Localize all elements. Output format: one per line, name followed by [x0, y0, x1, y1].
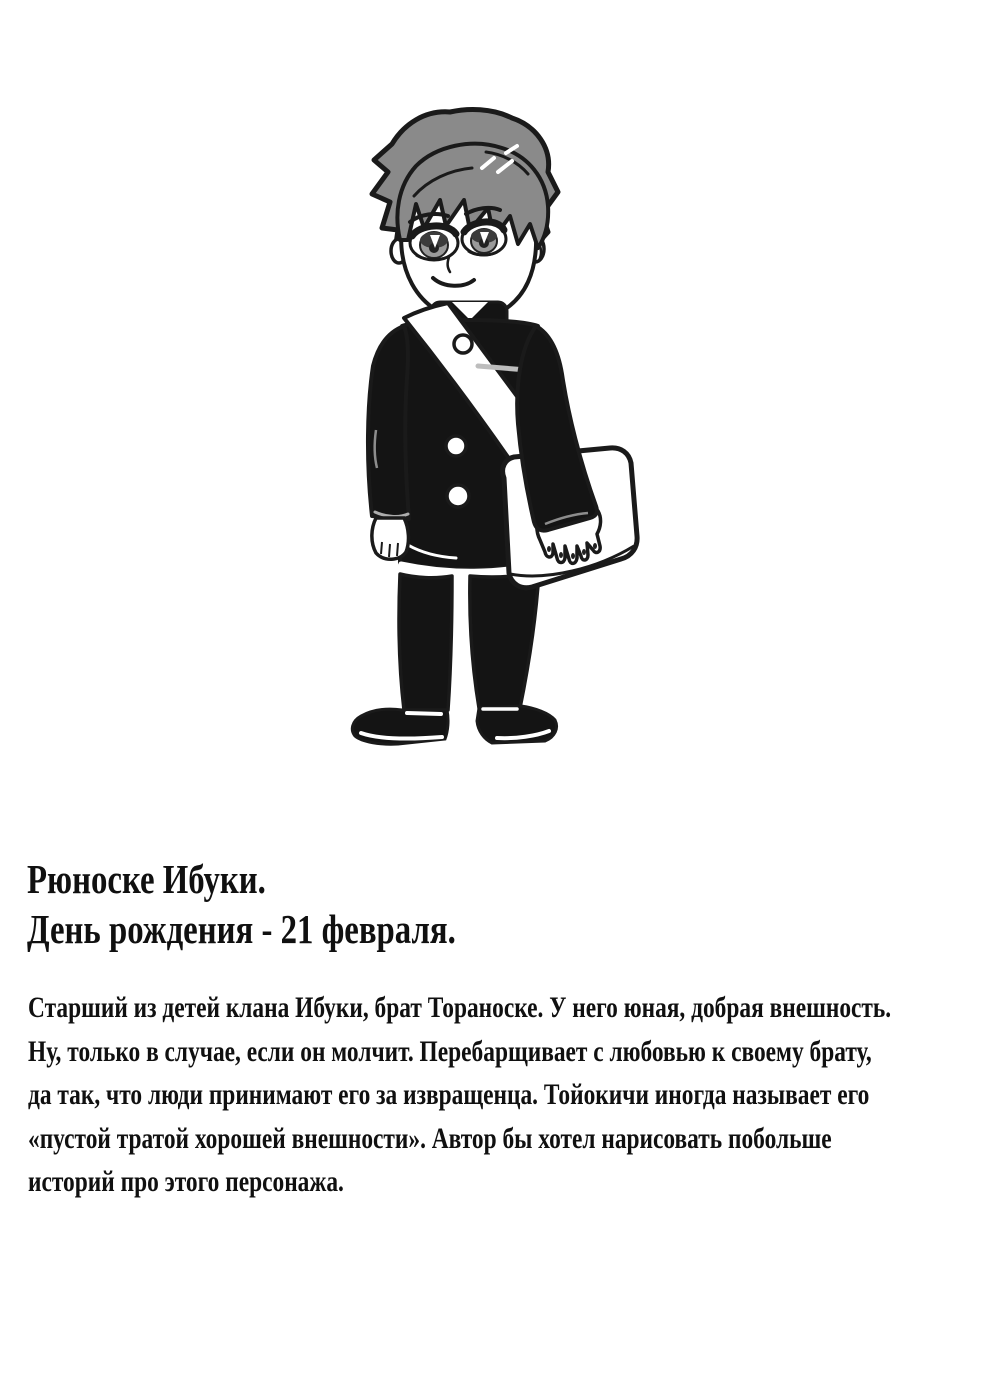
right-sleeve [517, 326, 597, 531]
description-line: Ну, только в случае, если он молчит. Перебарщивает с любовью к своему брату, [28, 1034, 872, 1068]
character-birthday: День рождения - 21 февраля. [27, 906, 456, 952]
description-line: да так, что люди принимают его за извращенца. Тойокичи иногда называет его [28, 1078, 870, 1111]
title-block [27, 854, 563, 954]
character-description [28, 986, 984, 1204]
right-shoe [477, 706, 557, 743]
description-line: «пустой тратой хорошей внешности». Автор бы хотел нарисовать побольше [28, 1121, 832, 1155]
left-shoe [352, 709, 448, 744]
left-eye [410, 226, 458, 260]
trousers [399, 572, 539, 710]
left-hand [372, 518, 409, 559]
character-name: Рюноске Ибуки. [27, 856, 266, 902]
right-eye [462, 222, 506, 255]
description-line: историй про этого персонажа. [28, 1165, 344, 1198]
description-line: Старший из детей клана Ибуки, брат Тораноске. У него юная, добрая внешность. [28, 991, 892, 1024]
character-illustration [330, 100, 660, 770]
